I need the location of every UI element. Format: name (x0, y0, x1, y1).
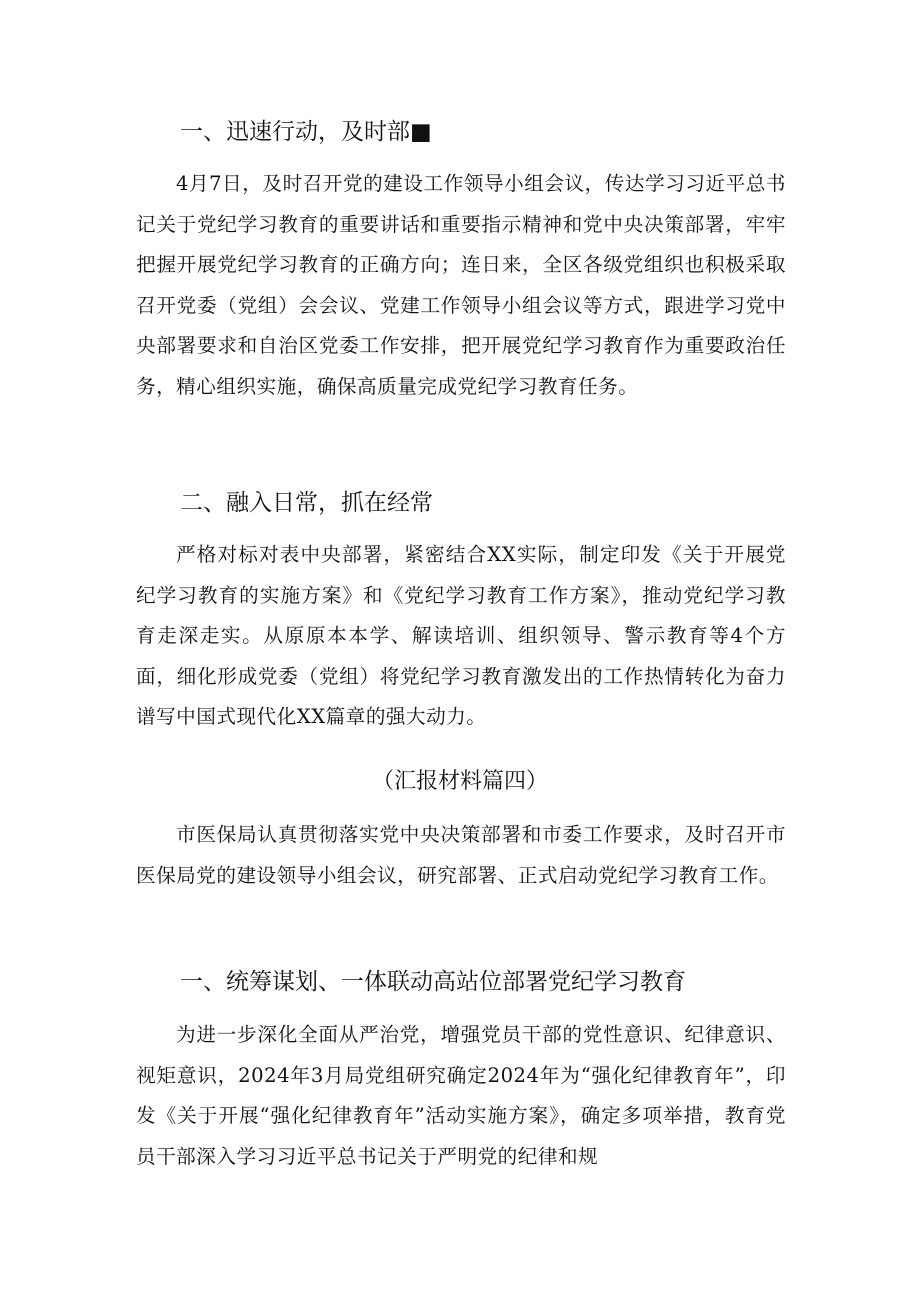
section-paragraph-1: 4月7日，及时召开党的建设工作领导小组会议，传达学习习近平总书记关于党纪学习教育的重要讲话和重要指示精神和党中央决策部署，牢牢把握开展党纪学习教育的正确方向；连日来，全区各级党组织也积极采取召开党委（党组）会会议、党建工作领导小组会议等方式，跟进学习党中央部署要求和自治区党委工作安排，把开展党纪学习教育作为重要政治任务，精心组织实施，确保高质量完成党纪学习教育任务。 (136, 172, 786, 398)
section-paragraph-2: 严格对标对表中央部署，紧密结合XX实际，制定印发《关于开展党纪学习教育的实施方案》和《党纪学习教育工作方案》，推动党纪学习教育走深走实。从原原本本学、解读培训、组织领导、警示教育等4个方面，细化形成党委（党组）将党纪学习教育激发出的工作热情转化为奋力谱写中国式现代化XX篇章的强大动力。 (136, 543, 786, 728)
section-paragraph-3: 为进一步深化全面从严治党，增强党员干部的党性意识、纪律意识、视矩意识，2024年3月局党组研究确定2024年为“强化纪律教育年”，印发《关于开展“强化纪律教育年”活动实施方案》，确定多项举措，教育党员干部深入学习习近平总书记关于严明党的纪律和规 (136, 1023, 786, 1168)
section-heading-1: 一、迅速行动，及时部■ (180, 119, 432, 145)
section-heading-2: 二、融入日常，抓在经常 (180, 490, 433, 516)
part-title: （汇报材料篇四） (371, 769, 548, 794)
section-heading-3: 一、统筹谋划、一体联动高站位部署党纪学习教育 (180, 969, 686, 995)
intro-paragraph: 市医保局认真贯彻落实党中央决策部署和市委工作要求，及时召开市医保局党的建设领导小组会议，研究部署、正式启动党纪学习教育工作。 (136, 823, 786, 887)
